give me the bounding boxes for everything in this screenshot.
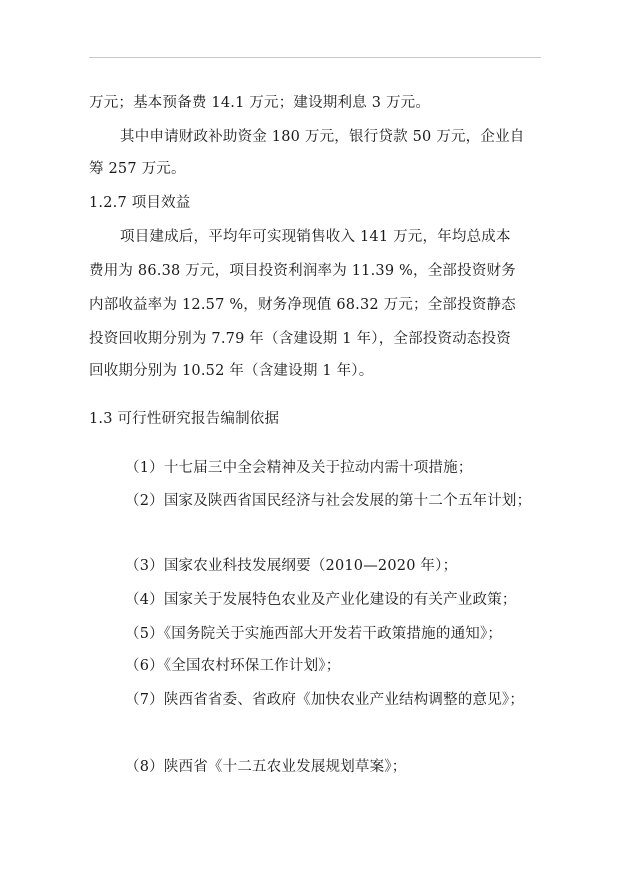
list-item: （7）陕西省省委、省政府《加快农业产业结构调整的意见》； xyxy=(125,692,525,708)
header-rule xyxy=(89,57,541,58)
text-line: 费用为 86.38 万元，项目投资利润率为 11.39 %，全部投资财务 xyxy=(89,263,516,279)
text-line: 其中申请财政补助资金 180 万元，银行贷款 50 万元，企业自 xyxy=(120,129,525,145)
list-item: （8）陕西省《十二五农业发展规划草案》； xyxy=(125,759,407,775)
section-heading: 1.2.7 项目效益 xyxy=(89,195,191,211)
list-item: （3）国家农业科技发展纲要（2010—2020 年）； xyxy=(125,558,458,574)
text-line: 项目建成后，平均年可实现销售收入 141 万元，年均总成本 xyxy=(120,229,511,245)
text-line: 万元；基本预备费 14.1 万元；建设期利息 3 万元。 xyxy=(89,95,431,111)
list-item: （5）《国务院关于实施西部大开发若干政策措施的通知》； xyxy=(125,626,503,642)
text-line: 投资回收期分别为 7.79 年（含建设期 1 年），全部投资动态投资 xyxy=(89,331,511,347)
section-heading: 1.3 可行性研究报告编制依据 xyxy=(89,411,280,427)
list-item: （2）国家及陕西省国民经济与社会发展的第十二个五年计划； xyxy=(125,493,532,509)
text-line: 筹 257 万元。 xyxy=(89,161,186,177)
text-line: 内部收益率为 12.57 %，财务净现值 68.32 万元；全部投资静态 xyxy=(89,297,516,313)
list-item: （1）十七届三中全会精神及关于拉动内需十项措施； xyxy=(125,460,473,476)
list-item: （6）《全国农村环保工作计划》； xyxy=(125,658,341,674)
text-line: 回收期分别为 10.52 年（含建设期 1 年）。 xyxy=(89,363,374,379)
list-item: （4）国家关于发展特色农业及产业化建设的有关产业政策； xyxy=(125,592,517,608)
